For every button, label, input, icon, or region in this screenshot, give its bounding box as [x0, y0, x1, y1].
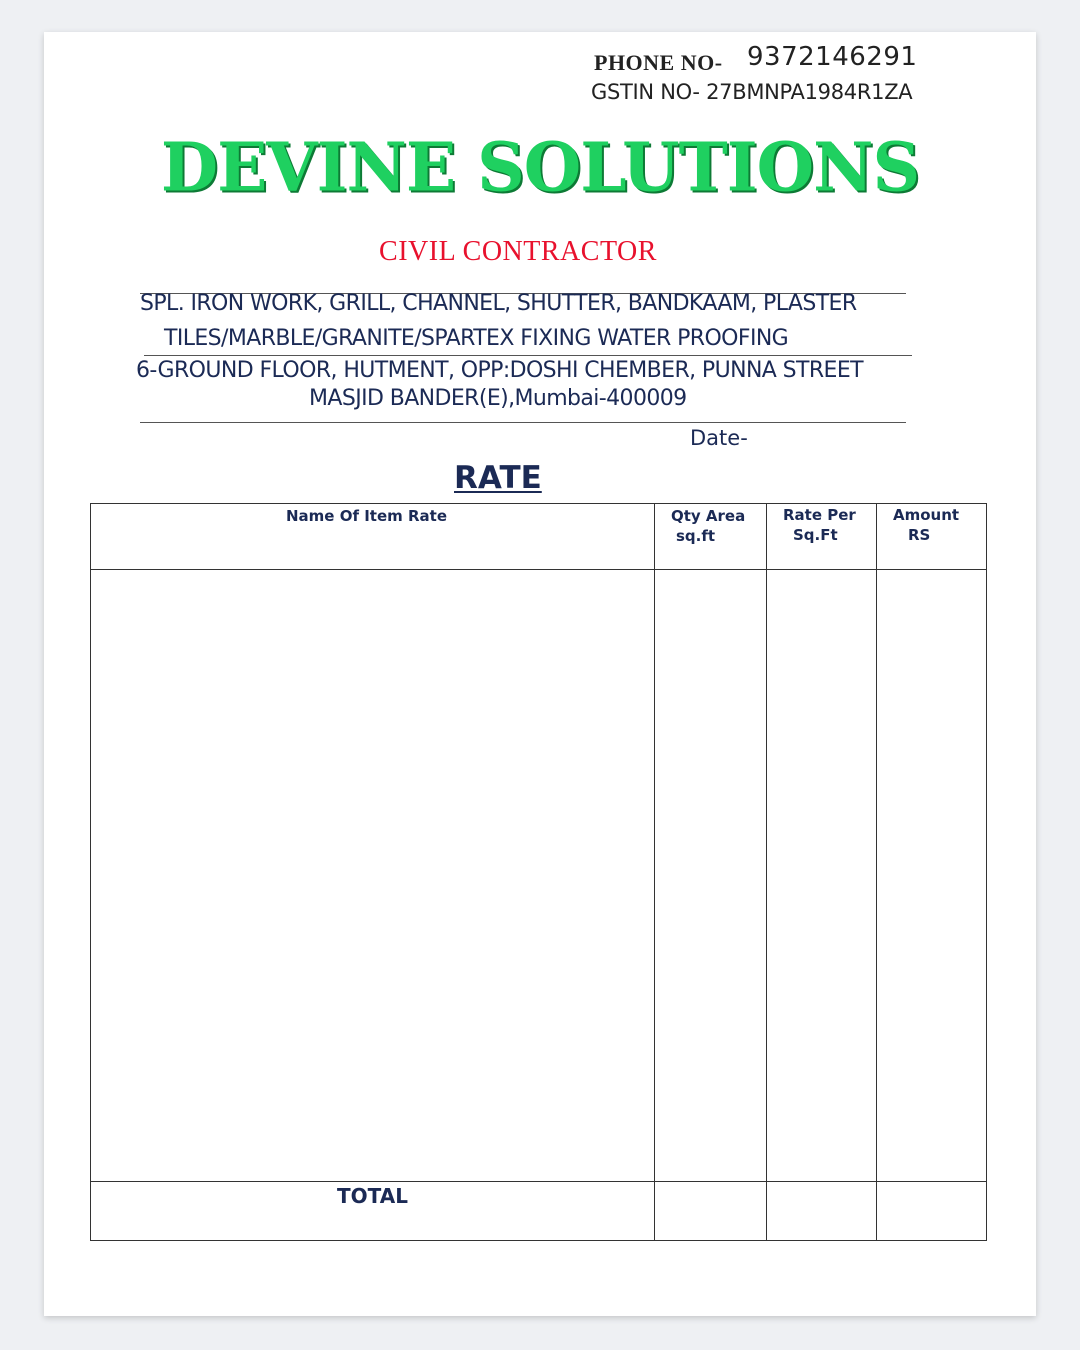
services-line-1: SPL. IRON WORK, GRILL, CHANNEL, SHUTTER, BANDKAAM, PLASTER: [140, 291, 857, 316]
phone-label: PHONE NO-: [594, 50, 723, 75]
company-subtitle: CIVIL CONTRACTOR: [379, 236, 657, 267]
date-label: Date-: [690, 426, 748, 450]
phone-number: 9372146291: [747, 42, 918, 72]
address-line-2: MASJID BANDER(E),Mumbai-400009: [309, 386, 687, 411]
address-line-1: 6-GROUND FLOOR, HUTMENT, OPP:DOSHI CHEMBER, PUNNA STREET: [136, 358, 863, 383]
gstin-number: GSTIN NO- 27BMNPA1984R1ZA: [591, 80, 913, 104]
column-divider: [876, 504, 877, 1240]
services-line-2: TILES/MARBLE/GRANITE/SPARTEX FIXING WATER PROOFING: [164, 326, 789, 351]
total-row-divider: [91, 1181, 986, 1182]
document-title: RATE: [454, 460, 542, 496]
column-header-qty: Qty Area sq.ft: [671, 507, 746, 545]
rate-table: [90, 503, 987, 1241]
column-divider: [654, 504, 655, 1240]
company-name: DEVINE SOLUTIONS: [160, 127, 920, 207]
divider-bottom: [140, 422, 906, 423]
header-row-divider: [91, 569, 986, 570]
total-label: TOTAL: [337, 1184, 408, 1208]
column-divider: [766, 504, 767, 1240]
invoice-page: [44, 32, 1036, 1316]
column-header-item: Name Of Item Rate: [286, 507, 447, 525]
column-header-amount: Amount RS: [893, 506, 960, 544]
divider-middle: [144, 355, 912, 356]
column-header-rate: Rate Per Sq.Ft: [783, 506, 856, 544]
